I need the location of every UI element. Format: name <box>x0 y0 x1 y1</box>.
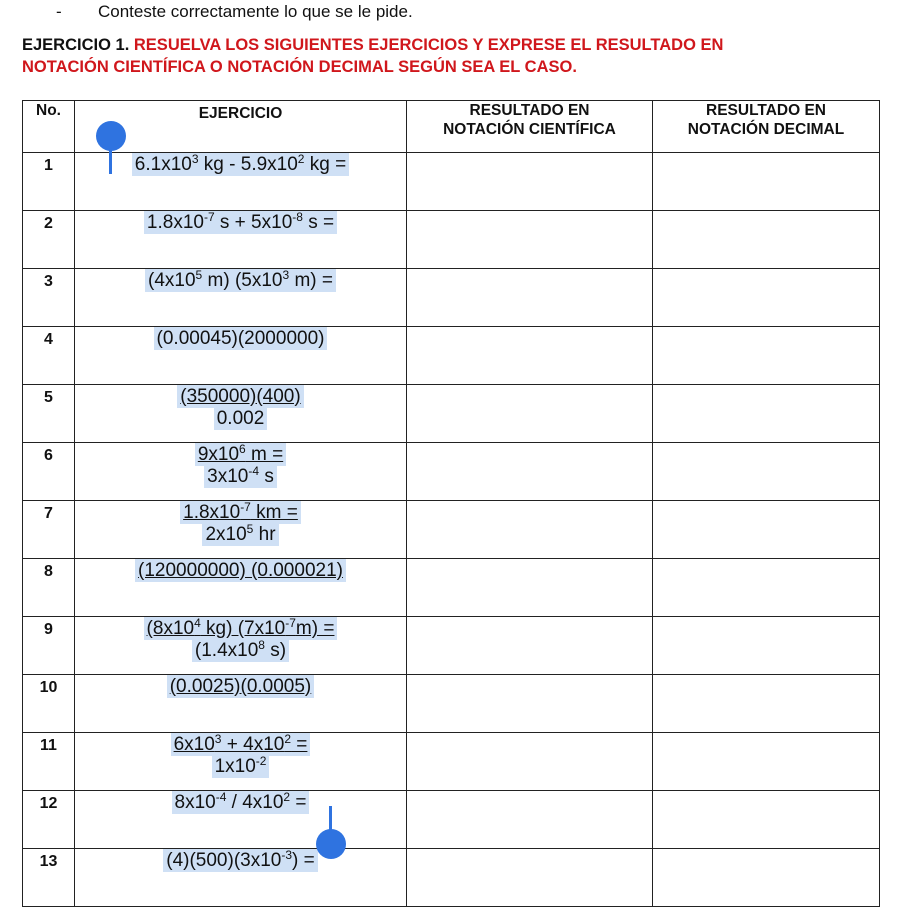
row-number: 11 <box>23 733 75 791</box>
exercise-cell <box>75 849 407 907</box>
scientific-answer-cell[interactable] <box>407 849 653 907</box>
scientific-answer-cell[interactable] <box>407 501 653 559</box>
title-line2: NOTACIÓN CIENTÍFICA O NOTACIÓN DECIMAL SEGÚN SEA EL CASO. <box>22 58 577 76</box>
exercise-cell <box>75 443 407 501</box>
decimal-answer-cell[interactable] <box>653 327 880 385</box>
table-row <box>23 153 880 211</box>
scientific-answer-cell[interactable] <box>407 559 653 617</box>
header-decimal <box>653 101 880 153</box>
table-header-row <box>23 101 880 153</box>
exercise-cell <box>75 327 407 385</box>
header-exercise <box>75 101 407 153</box>
exercise-cell <box>75 617 407 675</box>
exercise-expression[interactable]: $1.8x10^{-7}$ $s + 5x10^{-8}$ s = <box>144 211 337 234</box>
decimal-answer-cell[interactable] <box>653 617 880 675</box>
instruction-dash: - <box>56 2 62 21</box>
scientific-answer-cell[interactable] <box>407 269 653 327</box>
title-line1: RESUELVA LOS SIGUIENTES EJERCICIOS Y EXPRESE EL RESULTADO EN <box>133 36 724 54</box>
table-row <box>23 443 880 501</box>
title-prefix: EJERCICIO 1. <box>22 36 130 54</box>
row-number: 6 <box>23 443 75 501</box>
row-number: 12 <box>23 791 75 849</box>
exercise-expression[interactable]: ($4x10^5$ m) ($5x10^3$ m) = <box>145 269 336 292</box>
header-exercise-label: EJERCICIO <box>198 105 283 122</box>
scientific-answer-cell[interactable] <box>407 675 653 733</box>
row-number: 1 <box>23 153 75 211</box>
row-number: 3 <box>23 269 75 327</box>
exercise-expression[interactable]: $(4)(500)(3x10^{-3})$ = <box>163 849 317 872</box>
decimal-answer-cell[interactable] <box>653 791 880 849</box>
decimal-answer-cell[interactable] <box>653 675 880 733</box>
exercise-fraction[interactable]: (0.0025)(0.0005) <box>167 675 315 698</box>
scientific-answer-cell[interactable] <box>407 617 653 675</box>
table-row <box>23 269 880 327</box>
scientific-answer-cell[interactable] <box>407 153 653 211</box>
exercise-fraction[interactable]: $\frac{6x10^3 + 4x10^2 =}{1x10^{-2}}$ <box>171 733 311 778</box>
scientific-answer-cell[interactable] <box>407 443 653 501</box>
instruction-text: Conteste correctamente lo que se le pide. <box>98 2 413 21</box>
exercise-cell <box>75 733 407 791</box>
exercise-expression[interactable]: $8x10^{-4} / 4x10^2$ = <box>172 791 310 814</box>
exercise-fraction[interactable]: (120000000) (0.000021) <box>135 559 346 582</box>
row-number: 9 <box>23 617 75 675</box>
exercise-fraction[interactable]: $\frac{(8x10^4 kg) (7x10^{-7}m) =}{(1.4x10^8 s)}$ <box>144 617 338 662</box>
scientific-answer-cell[interactable] <box>407 211 653 269</box>
header-no: No. <box>23 101 75 153</box>
row-number: 10 <box>23 675 75 733</box>
table-row <box>23 501 880 559</box>
exercise-fraction[interactable]: $\frac{1.8x10^{-7} km =}{2x10^5 hr}$ <box>180 501 301 546</box>
selection-start-handle[interactable] <box>96 121 126 151</box>
exercise-table <box>22 100 880 907</box>
row-number: 4 <box>23 327 75 385</box>
decimal-answer-cell[interactable] <box>653 153 880 211</box>
header-decimal-line1: RESULTADO EN <box>706 102 826 119</box>
selection-end-handle[interactable] <box>316 829 346 859</box>
table-row <box>23 849 880 907</box>
scientific-answer-cell[interactable] <box>407 385 653 443</box>
decimal-answer-cell[interactable] <box>653 443 880 501</box>
decimal-answer-cell[interactable] <box>653 269 880 327</box>
header-decimal-line2: NOTACIÓN DECIMAL <box>687 121 845 138</box>
exercise-cell <box>75 153 407 211</box>
scientific-answer-cell[interactable] <box>407 327 653 385</box>
exercise-expression[interactable]: $6.1x10^3$ kg - $5.9x10^2$ kg = <box>132 153 349 176</box>
decimal-answer-cell[interactable] <box>653 501 880 559</box>
row-number: 5 <box>23 385 75 443</box>
decimal-answer-cell[interactable] <box>653 733 880 791</box>
header-scientific <box>407 101 653 153</box>
table-row <box>23 791 880 849</box>
scientific-answer-cell[interactable] <box>407 733 653 791</box>
table-row <box>23 559 880 617</box>
header-scientific-line2: NOTACIÓN CIENTÍFICA <box>443 121 616 138</box>
exercise-title <box>22 34 723 78</box>
table-row <box>23 733 880 791</box>
decimal-answer-cell[interactable] <box>653 211 880 269</box>
exercise-cell <box>75 675 407 733</box>
table-row <box>23 211 880 269</box>
row-number: 7 <box>23 501 75 559</box>
header-scientific-line1: RESULTADO EN <box>469 102 590 119</box>
exercise-expression[interactable]: (0.00045)(2000000) <box>154 327 328 350</box>
exercise-cell <box>75 385 407 443</box>
table-row <box>23 385 880 443</box>
row-number: 13 <box>23 849 75 907</box>
exercise-cell <box>75 211 407 269</box>
exercise-cell <box>75 269 407 327</box>
row-number: 8 <box>23 559 75 617</box>
exercise-cell <box>75 559 407 617</box>
row-number: 2 <box>23 211 75 269</box>
exercise-fraction[interactable]: $\frac{9x10^6 m =}{3x10^{-4} s}$ <box>195 443 286 488</box>
exercise-cell <box>75 791 407 849</box>
table-row <box>23 617 880 675</box>
selection-start-caret <box>109 148 112 174</box>
table-row <box>23 327 880 385</box>
decimal-answer-cell[interactable] <box>653 849 880 907</box>
exercise-fraction[interactable]: $\frac{(350000)(400)}{0.002}$ <box>177 385 303 430</box>
exercise-cell <box>75 501 407 559</box>
decimal-answer-cell[interactable] <box>653 385 880 443</box>
table-row <box>23 675 880 733</box>
decimal-answer-cell[interactable] <box>653 559 880 617</box>
scientific-answer-cell[interactable] <box>407 791 653 849</box>
